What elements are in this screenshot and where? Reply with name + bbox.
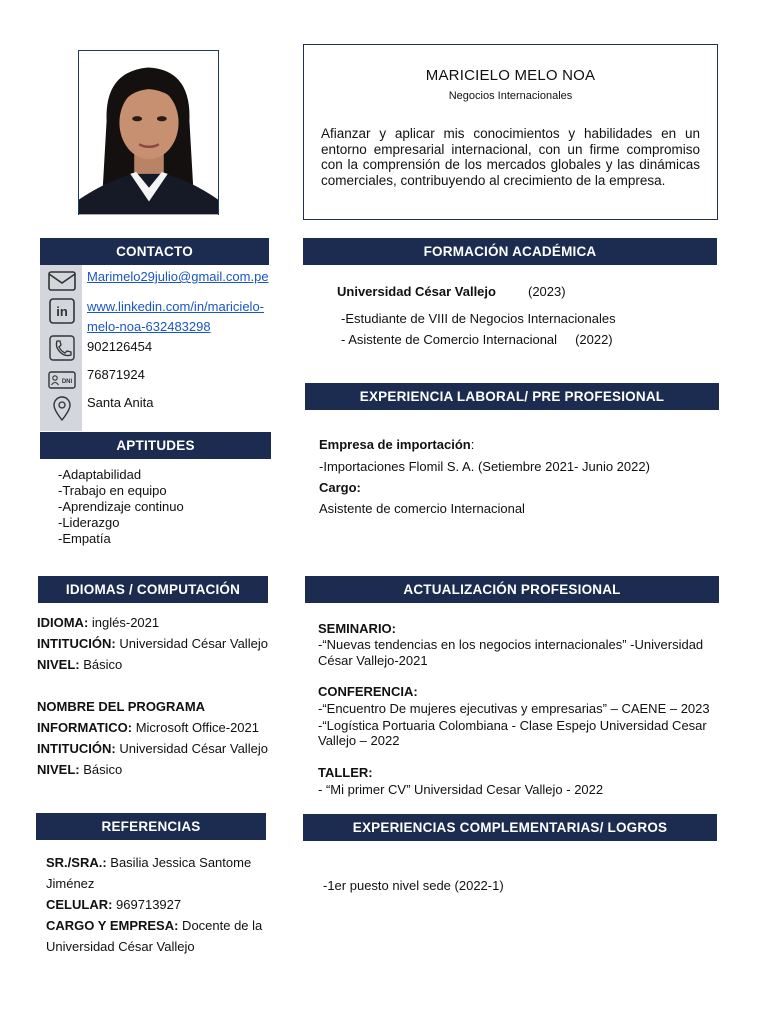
empresa-label: Empresa de importación: [319, 437, 475, 452]
header-box [303, 44, 718, 220]
aptitud-item: -Aprendizaje continuo [58, 499, 184, 514]
actualizacion-heading: ACTUALIZACIÓN PROFESIONAL [305, 576, 719, 603]
formacion-line: - Asistente de Comercio Internacional (2022) [341, 332, 613, 347]
formacion-year: (2023) [528, 284, 566, 299]
nivel-line: NIVEL: Básico [37, 657, 123, 672]
svg-text:in: in [56, 304, 68, 319]
formacion-university: Universidad César Vallejo [337, 284, 496, 299]
seminario-line: -“Nuevas tendencias en los negocios internacionales” -Universidad [318, 637, 704, 652]
svg-text:DNI: DNI [61, 379, 73, 385]
logro-item: -1er puesto nivel sede (2022-1) [323, 878, 504, 893]
aptitud-item: -Empatía [58, 531, 111, 546]
referencia-celular: CELULAR: 969713927 [46, 897, 182, 912]
phone-icon [47, 335, 77, 361]
cargo-value: Asistente de comercio Internacional [319, 501, 525, 516]
location-pin-icon [47, 396, 77, 422]
programa-label: NOMBRE DEL PROGRAMA [37, 699, 206, 714]
candidate-role: Negocios Internacionales [448, 90, 573, 102]
cargo-label: Cargo: [319, 480, 361, 495]
complementarias-heading: EXPERIENCIAS COMPLEMENTARIAS/ LOGROS [303, 814, 717, 841]
referencias-heading: REFERENCIAS [36, 813, 266, 840]
taller-line: - “Mi primer CV” Universidad Cesar Vallejo - 2022 [318, 782, 604, 797]
dni-number: 76871924 [87, 367, 145, 382]
seminario-label: SEMINARIO: [318, 621, 396, 636]
person-photo [79, 51, 218, 215]
experiencia-heading: EXPERIENCIA LABORAL/ PRE PROFESIONAL [305, 383, 719, 410]
taller-label: TALLER: [318, 765, 373, 780]
location-text: Santa Anita [87, 395, 154, 410]
profile-summary: Afianzar y aplicar mis conocimientos y habilidades en un entorno empresarial internacional, con un firme compromiso con la comprensión de los mercados globales y las dinámicas comerciales, contribuyendo al crecimiento de la empresa. [321, 126, 700, 188]
seminario-line: César Vallejo-2021 [318, 653, 428, 668]
idioma-line: IDIOMA: inglés-2021 [37, 615, 160, 630]
profile-photo [78, 50, 219, 215]
conferencia-label: CONFERENCIA: [318, 684, 418, 699]
aptitud-item: -Trabajo en equipo [58, 483, 167, 498]
conferencia-line: -“Logística Portuaria Colombiana - Clase Espejo Universidad Cesar [318, 718, 707, 733]
conferencia-line: -“Encuentro De mujeres ejecutivas y empresarias” – CAENE – 2023 [318, 701, 710, 716]
aptitud-item: -Liderazgo [58, 515, 120, 530]
email-link[interactable]: Marimelo29julio@gmail.com.pe [87, 269, 269, 284]
linkedin-icon [47, 298, 77, 324]
informatico-line: INFORMATICO: Microsoft Office-2021 [37, 720, 259, 735]
institucion2-line: INTITUCIÓN: Universidad César Vallejo [37, 741, 268, 756]
referencia-cargo: CARGO Y EMPRESA: Docente de la [46, 918, 263, 933]
linkedin-link[interactable]: www.linkedin.com/in/maricielo- melo-noa-632483298 [87, 299, 264, 334]
contacto-heading: CONTACTO [40, 238, 269, 265]
id-card-icon [47, 367, 77, 393]
phone-number: 902126454 [87, 339, 153, 354]
conferencia-line: Vallejo – 2022 [318, 733, 400, 748]
aptitudes-heading: APTITUDES [40, 432, 271, 459]
aptitud-item: -Adaptabilidad [58, 467, 142, 482]
formacion-heading: FORMACIÓN ACADÉMICA [303, 238, 717, 265]
referencia-nombre-cont: Jiménez [46, 876, 95, 891]
referencia-cargo-cont: Universidad César Vallejo [46, 939, 195, 954]
empresa-value: -Importaciones Flomil S. A. (Setiembre 2021- Junio 2022) [319, 459, 650, 474]
envelope-icon [47, 268, 77, 294]
idiomas-heading: IDIOMAS / COMPUTACIÓN [38, 576, 268, 603]
formacion-line: -Estudiante de VIII de Negocios Internacionales [341, 311, 616, 326]
referencia-nombre: SR./SRA.: Basilia Jessica Santome [46, 855, 252, 870]
institucion-line: INTITUCIÓN: Universidad César Vallejo [37, 636, 268, 651]
nivel2-line: NIVEL: Básico [37, 762, 123, 777]
candidate-name: MARICIELO MELO NOA [425, 67, 596, 84]
